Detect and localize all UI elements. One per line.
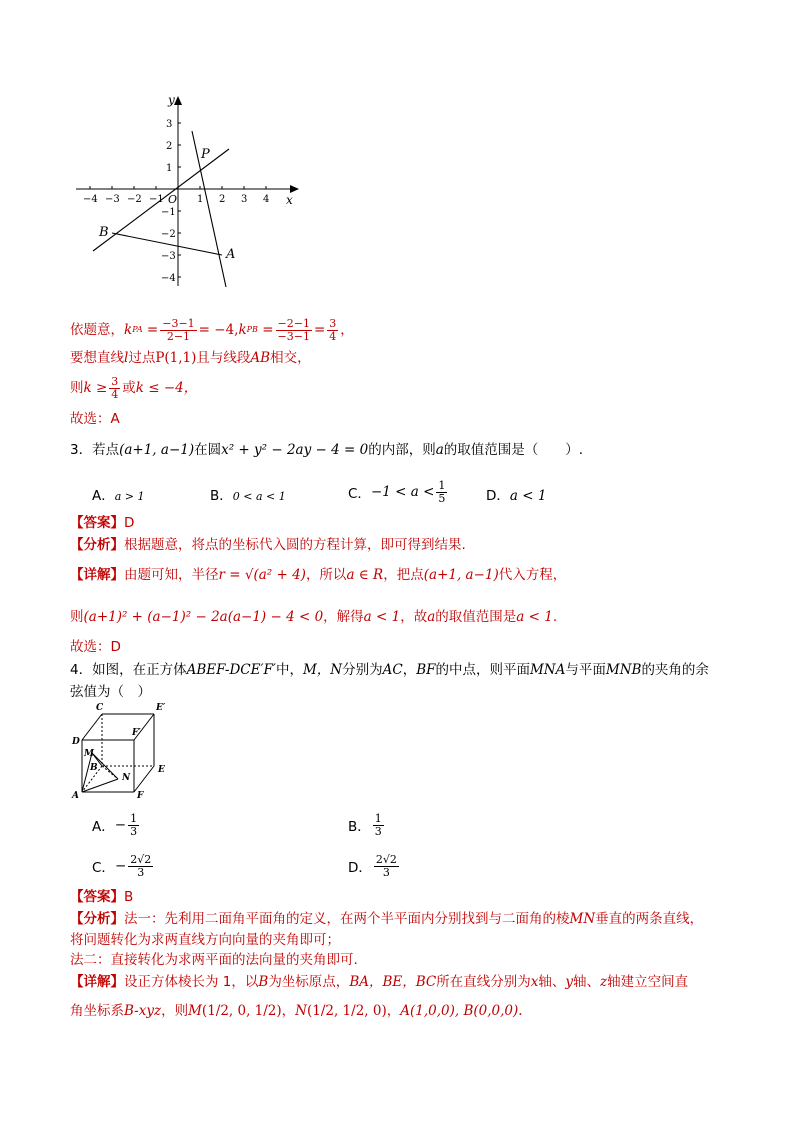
q3-option-c[interactable]: C． −1 < a < $\frac{1}{5}$ bbox=[348, 478, 446, 505]
y-axis-arrow-icon bbox=[174, 96, 182, 105]
fraction: $\frac{-2-1}{-3-1}$ bbox=[277, 316, 310, 343]
fraction: $\frac{2√2}{3}$ bbox=[375, 852, 397, 879]
cube-label-c: C bbox=[96, 703, 104, 713]
q3-analysis: 【分析】根据题意，将点的坐标代入圆的方程计算，即可得到结果. bbox=[70, 537, 466, 553]
solution2-line2: 要想直线l过点P(1,1)且与线段AB相交， bbox=[70, 350, 311, 366]
x-axis-arrow-icon bbox=[290, 185, 299, 193]
q4-option-b[interactable]: B． $\frac{1}{3}$ bbox=[348, 811, 382, 838]
q3-option-b[interactable]: B．0 < a < 1 bbox=[210, 488, 286, 504]
cube-label-m: M bbox=[84, 749, 94, 759]
fraction: $\frac{1}{3}$ bbox=[130, 811, 138, 838]
x-tick-label: −1 bbox=[149, 194, 164, 205]
q4-option-a[interactable]: A． − $\frac{1}{3}$ bbox=[92, 811, 138, 838]
q3-detail: 【详解】由题可知，半径r = √(a² + 4)，所以a ∈ R，把点(a+1, a−1)代入方程， bbox=[70, 567, 567, 583]
q4-analysis-line2: 将问题转化为求两直线方向向量的夹角即可； bbox=[70, 932, 340, 948]
q4-stem: 4．如图，在正方体ABEF-DCE′F′中，M，N分别为AC，BF的中点，则平面MNA与平面MNB的夹角的余 bbox=[70, 662, 709, 678]
y-tick-label: −1 bbox=[161, 207, 176, 218]
fraction: $\frac{-3-1}{2-1}$ bbox=[162, 316, 195, 343]
q4-detail: 【详解】设正方体棱长为 1，以B为坐标原点，BA，BE，BC所在直线分别为x轴、y轴、z轴建立空间直 bbox=[70, 974, 689, 990]
solution2-line3: 则 k ≥ $\frac{3}{4}$ 或 k ≤ −4， bbox=[70, 374, 198, 401]
point-a-label: A bbox=[226, 247, 236, 262]
q3-option-d[interactable]: D．a < 1 bbox=[486, 488, 547, 504]
cube-label-b: B bbox=[90, 763, 98, 773]
x-tick-label: 3 bbox=[241, 194, 248, 205]
x-tick-label: −4 bbox=[83, 194, 98, 205]
point-p-label: P bbox=[201, 147, 210, 162]
q4-answer: 【答案】B bbox=[70, 889, 134, 905]
q4-analysis: 【分析】法一：先利用二面角平面角的定义，在两个半平面内分别找到与二面角的棱MN垂直的两条直线， bbox=[70, 911, 704, 927]
cube-label-e: E bbox=[158, 765, 165, 775]
solution2-choose: 故选：A bbox=[70, 411, 120, 427]
y-tick-label: 2 bbox=[166, 141, 173, 152]
origin-label: O bbox=[168, 193, 178, 206]
cube-label-f: F bbox=[137, 791, 144, 801]
q3-choose: 故选：D bbox=[70, 639, 121, 655]
point-b-label: B bbox=[99, 225, 109, 240]
q4-stem-line2: 弦值为（ ） bbox=[70, 684, 151, 700]
cube-label-e-prime: E′ bbox=[156, 703, 166, 713]
fraction: $\frac{1}{3}$ bbox=[374, 811, 382, 838]
q3-detail-line2: 则(a+1)² + (a−1)² − 2a(a−1) − 4 < 0，解得a < 1，故a的取值范围是a < 1. bbox=[70, 609, 558, 625]
fraction: $\frac{2√2}{3}$ bbox=[130, 852, 152, 879]
y-tick-label: 1 bbox=[166, 163, 173, 174]
y-tick-label: −4 bbox=[161, 273, 176, 284]
x-tick-label: 1 bbox=[197, 194, 204, 205]
solution2-slopes: 依题意， k PA = $\frac{-3-1}{2-1}$ = −4, k PB = $\frac{-2-1}{-3-1}$ = $\frac{3}{4}$ ， bbox=[70, 316, 354, 343]
cube-label-d: D bbox=[72, 737, 80, 747]
x-tick-label: 2 bbox=[219, 194, 226, 205]
q3-option-a[interactable]: A．a > 1 bbox=[92, 488, 145, 504]
y-tick-label: 3 bbox=[166, 119, 173, 130]
q3-answer: 【答案】D bbox=[70, 515, 135, 531]
fraction: $\frac{3}{4}$ bbox=[111, 374, 119, 401]
q4-option-c[interactable]: C． − $\frac{2√2}{3}$ bbox=[92, 852, 152, 879]
cube-figure bbox=[70, 700, 180, 802]
fraction: $\frac{1}{5}$ bbox=[438, 478, 446, 505]
cube-label-n: N bbox=[122, 773, 131, 783]
x-tick-label: −2 bbox=[127, 194, 142, 205]
y-tick-label: −3 bbox=[161, 251, 176, 262]
x-tick-label: −3 bbox=[105, 194, 120, 205]
cube-label-a: A bbox=[72, 791, 79, 801]
x-tick-label: 4 bbox=[263, 194, 270, 205]
fraction: $\frac{3}{4}$ bbox=[329, 316, 337, 343]
q4-detail-line2: 角坐标系B-xyz，则M(1/2, 0, 1/2)，N(1/2, 1/2, 0)，A(1,0,0), B(0,0,0). bbox=[70, 1003, 523, 1019]
y-axis-label: y bbox=[168, 93, 175, 107]
q3-stem: 3．若点(a+1, a−1)在圆x² + y² − 2ay − 4 = 0的内部，则a的取值范围是（ ）. bbox=[70, 442, 584, 458]
coordinate-graph bbox=[70, 92, 310, 292]
y-tick-label: −2 bbox=[161, 229, 176, 240]
cube-label-f-prime: F′ bbox=[132, 728, 141, 738]
q4-analysis-line3: 法二：直接转化为求两平面的法向量的夹角即可. bbox=[70, 952, 358, 968]
x-axis-label: x bbox=[286, 193, 293, 207]
q4-option-d[interactable]: D． $\frac{2√2}{3}$ bbox=[348, 852, 397, 879]
